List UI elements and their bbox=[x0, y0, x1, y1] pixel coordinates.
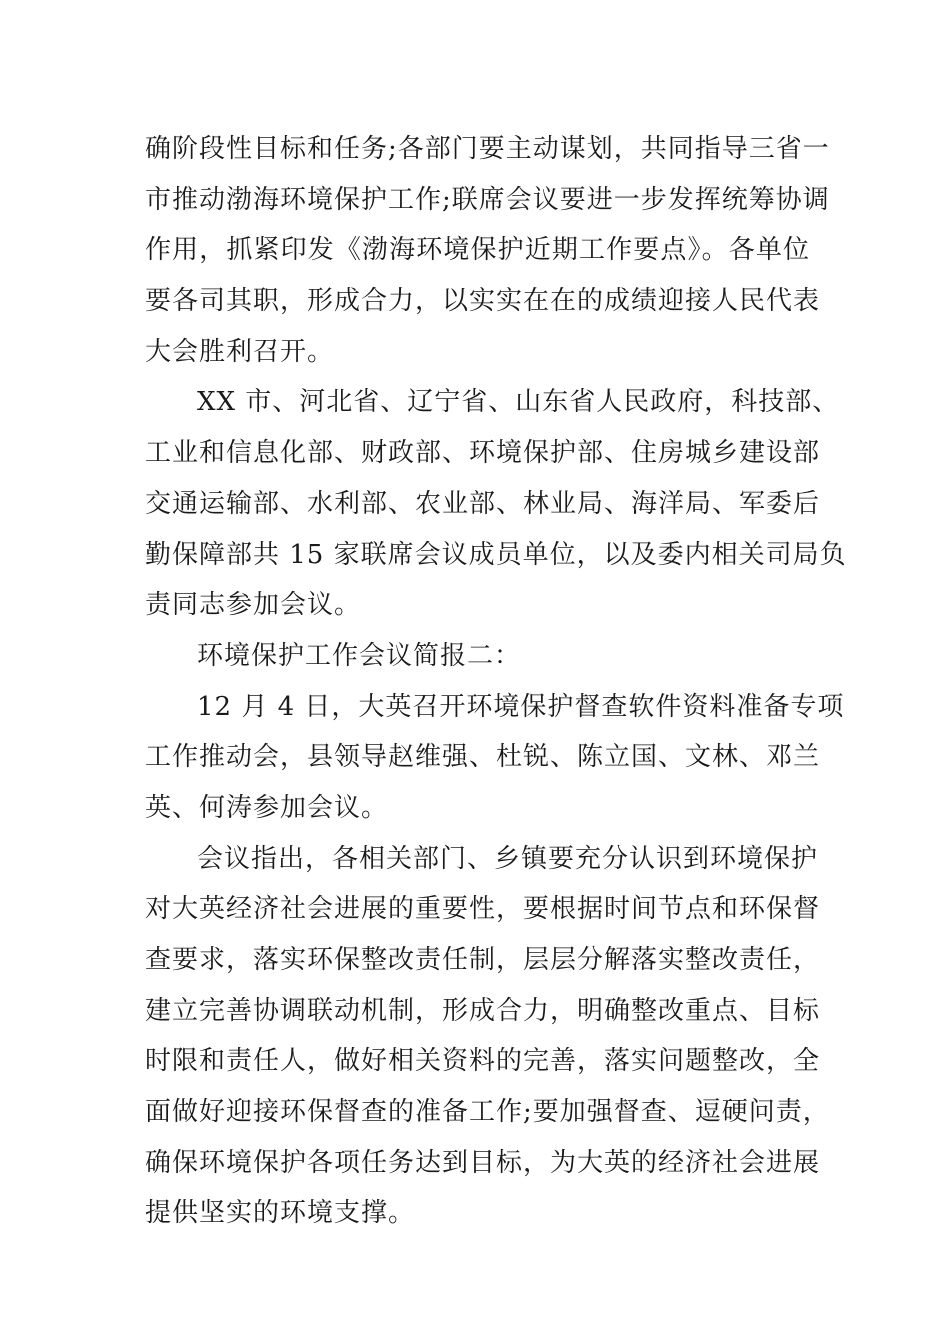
paragraph-1-line-2: 市推动渤海环境保护工作;联席会议要进一步发挥统筹协调 bbox=[145, 184, 830, 215]
paragraph-5-line-4: 建立完善协调联动机制，形成合力，明确整改重点、目标 bbox=[145, 995, 821, 1026]
paragraph-4-line-3: 英、何涛参加会议。 bbox=[145, 792, 389, 823]
section-heading-briefing-2: 环境保护工作会议简报二： bbox=[197, 640, 522, 671]
paragraph-5-line-8: 提供坚实的环境支撑。 bbox=[145, 1198, 416, 1229]
paragraph-1-line-4: 要各司其职，形成合力，以实实在在的成绩迎接人民代表 bbox=[145, 286, 821, 317]
document-body bbox=[145, 124, 847, 1239]
paragraph-5-line-5: 时限和责任人，做好相关资料的完善，落实问题整改，全 bbox=[145, 1046, 821, 1077]
paragraph-2-line-4: 勤保障部共 15 家联席会议成员单位，以及委内相关司局负 bbox=[145, 539, 847, 570]
paragraph-1-line-5: 大会胜利召开。 bbox=[145, 336, 335, 367]
paragraph-2-line-5: 责同志参加会议。 bbox=[145, 590, 362, 621]
paragraph-1-line-3: 作用，抓紧印发《渤海环境保护近期工作要点》。各单位 bbox=[145, 235, 810, 266]
paragraph-5-line-6: 面做好迎接环保督查的准备工作;要加强督查、逗硬问责， bbox=[145, 1097, 830, 1128]
paragraph-2-line-3: 交通运输部、水利部、农业部、林业局、海洋局、军委后 bbox=[145, 488, 821, 519]
paragraph-5-line-7: 确保环境保护各项任务达到目标，为大英的经济社会进展 bbox=[145, 1147, 821, 1178]
paragraph-5-line-1: 会议指出，各相关部门、乡镇要充分认识到环境保护 bbox=[197, 843, 819, 874]
paragraph-5-line-2: 对大英经济社会进展的重要性，要根据时间节点和环保督 bbox=[145, 894, 821, 925]
paragraph-4-line-1: 12 月 4 日，大英召开环境保护督查软件资料准备专项 bbox=[197, 691, 845, 722]
paragraph-1-line-1: 确阶段性目标和任务;各部门要主动谋划，共同指导三省一 bbox=[145, 134, 830, 164]
paragraph-2-line-1: XX 市、河北省、辽宁省、山东省人民政府，科技部、 bbox=[197, 387, 840, 418]
paragraph-4-line-2: 工作推动会，县领导赵维强、杜锐、陈立国、文林、邓兰 bbox=[145, 742, 821, 773]
paragraph-5-line-3: 查要求，落实环保整改责任制，层层分解落实整改责任， bbox=[145, 945, 821, 975]
paragraph-2-line-2: 工业和信息化部、财政部、环境保护部、住房城乡建设部 bbox=[145, 438, 821, 469]
